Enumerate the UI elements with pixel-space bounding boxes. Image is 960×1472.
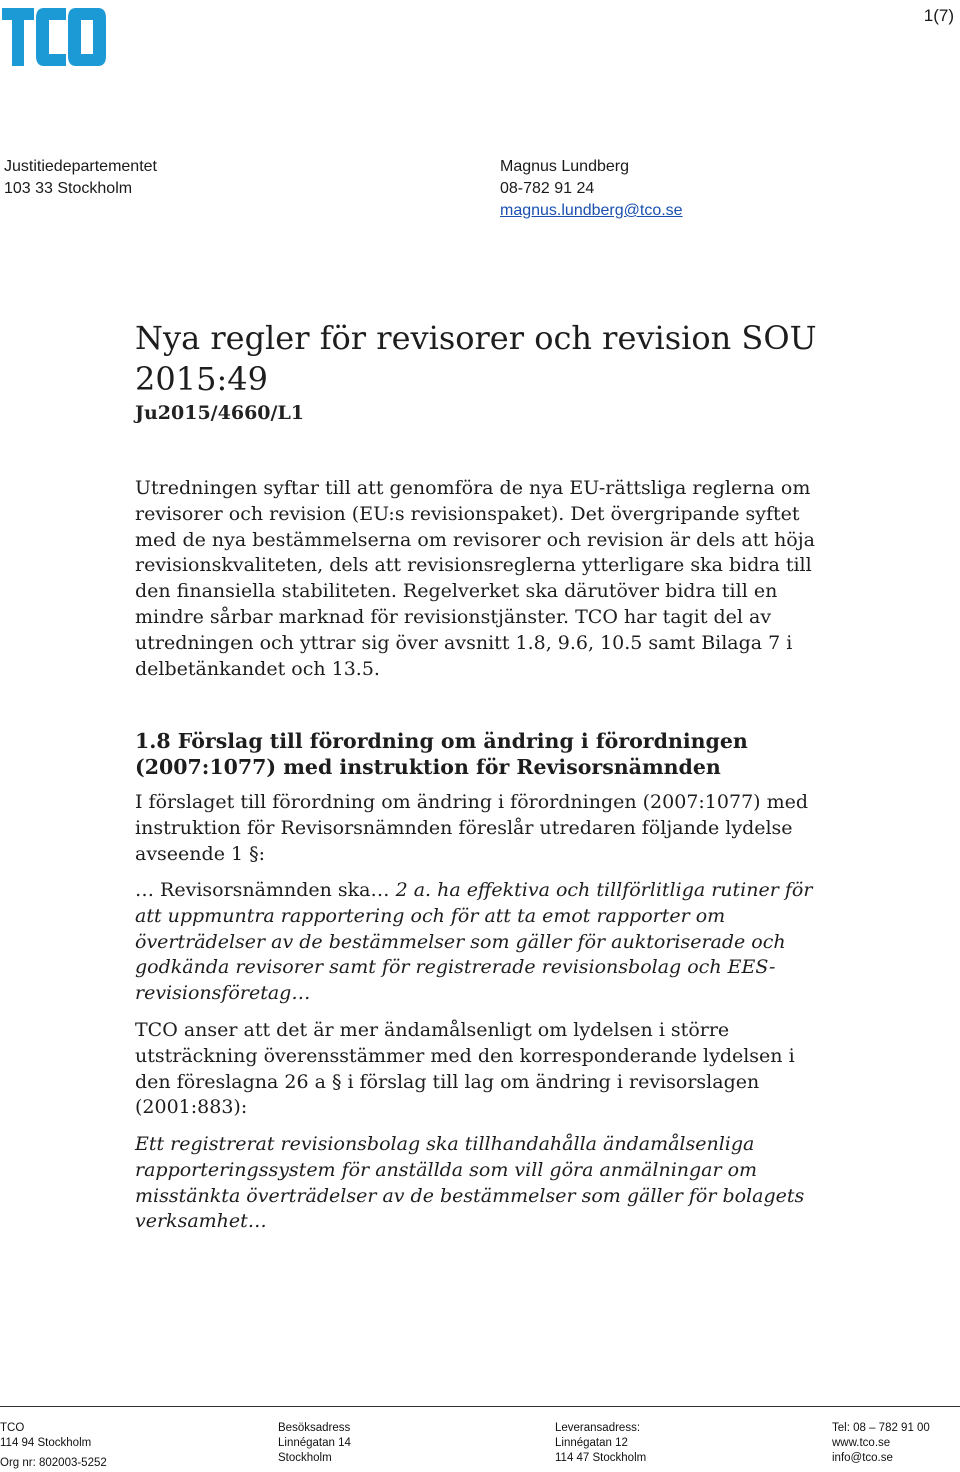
footer-visit-city: Stockholm — [278, 1452, 332, 1464]
footer-delivery-label: Leveransadress: — [555, 1422, 641, 1434]
paragraph-1: I förslaget till förordning om ändring i förordningen (2007:1077) med instruktion för Revisorsnämnden föreslår utredaren följande lydelse avseende 1 §: — [135, 791, 809, 865]
intro-paragraph: Utredningen syftar till att genomföra de nya EU-rättsliga reglerna om revisorer och revision (EU:s revisionspaket). Det övergripande syftet med de nya bestämmelserna om revisorer och revision är dels att höja revisionskvaliteten, dels att revisionsreglerna ytterligare ska bidra till den finansiella stabiliteten. Regelverket ska därutöver bidra till en mindre sårbar marknad för revisionstjänster. TCO har tagit del av utredningen och yttrar sig över avsnitt 1.8, 9.6, 10.5 samt Bilaga 7 i delbetänkandet och 13.5. — [135, 477, 815, 680]
footer-visit-street: Linnégatan 14 — [278, 1437, 351, 1449]
recipient-block — [4, 156, 157, 200]
footer-email[interactable]: info@tco.se — [832, 1452, 893, 1464]
sender-phone: 08-782 91 24 — [500, 180, 595, 197]
footer-col-contact — [832, 1421, 930, 1466]
footer-org-name: TCO — [0, 1422, 25, 1434]
quote-1-lead: … Revisorsnämnden ska… — [135, 879, 396, 901]
footer-website[interactable]: www.tco.se — [832, 1437, 891, 1449]
footer-visit-label: Besöksadress — [278, 1422, 351, 1434]
footer-col-visit — [278, 1421, 351, 1466]
footer-org-address: 114 94 Stockholm — [0, 1437, 92, 1449]
footer-org-number: Org nr: 802003-5252 — [0, 1457, 107, 1469]
page-number: 1(7) — [923, 6, 954, 25]
sender-block — [500, 156, 683, 222]
quote-1 — [135, 878, 835, 1007]
document-reference: Ju2015/4660/L1 — [135, 402, 305, 424]
footer-divider — [0, 1406, 960, 1407]
footer-phone: Tel: 08 – 782 91 00 — [832, 1422, 930, 1434]
recipient-name: Justitiedepartementet — [4, 158, 157, 175]
footer-delivery-city: 114 47 Stockholm — [555, 1452, 647, 1464]
recipient-address: 103 33 Stockholm — [4, 180, 133, 197]
section-heading: 1.8 Förslag till förordning om ändring i förordningen (2007:1077) med instruktion för Revisorsnämnden — [135, 729, 748, 779]
footer-delivery-street: Linnégatan 12 — [555, 1437, 628, 1449]
document-title: Nya regler för revisorer och revision SOU 2015:49 — [135, 319, 817, 398]
tco-logo — [0, 4, 108, 70]
quote-2: Ett registrerat revisionsbolag ska tillhandahålla ändamålsenliga rapporteringssystem för anställda som vill göra anmälningar om misstänkta överträdelser av de bestämmelser som gäller för bolagets verksamhet… — [135, 1133, 805, 1233]
footer-col-organisation — [0, 1421, 107, 1471]
footer-col-delivery — [555, 1421, 646, 1466]
sender-name: Magnus Lundberg — [500, 158, 629, 175]
quote-1-text: 2 a. ha effektiva och tillförlitliga rutiner för att uppmuntra rapportering och för att ta emot rapporter om överträdelser av de bestämmelser som gäller för auktoriserade och godkända revisorer samt för registrerade revisionsbolag och EES-revisionsföretag… — [135, 879, 813, 1005]
paragraph-2: TCO anser att det är mer ändamålsenligt om lydelsen i större utsträckning överensstämmer med den korresponderande lydelsen i den föreslagna 26 a § i förslag till lag om ändring i revisorslagen (2001:883): — [135, 1019, 795, 1119]
sender-email-link[interactable]: magnus.lundberg@tco.se — [500, 202, 683, 219]
